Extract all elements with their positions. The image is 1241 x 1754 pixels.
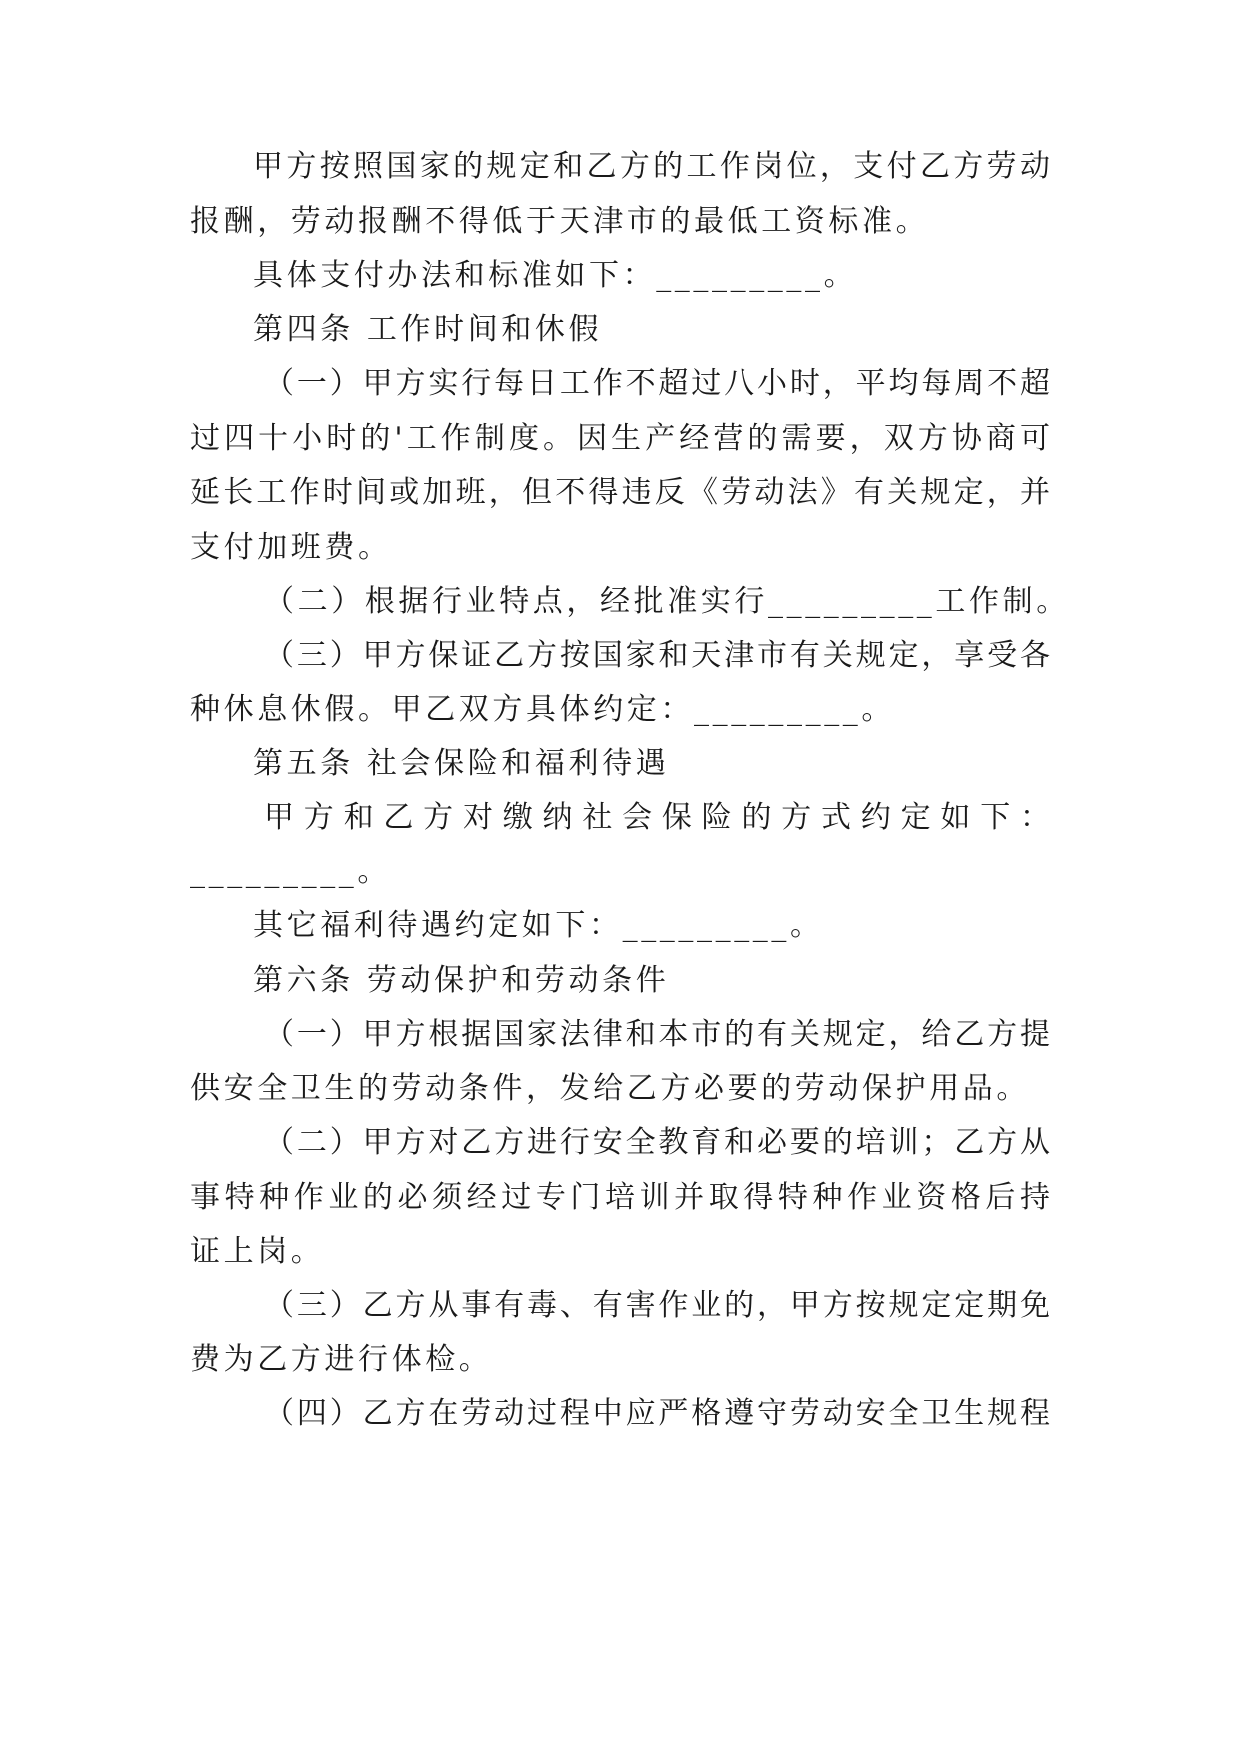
text-line: 具体支付办法和标准如下：_________。 <box>253 258 858 293</box>
text-line: （二）根据行业特点，经批准实行_________工作制。 <box>264 584 1070 619</box>
section-heading: 第四条 工作时间和休假 <box>253 312 603 347</box>
text-line: 报酬，劳动报酬不得低于天津市的最低工资标准。 <box>190 204 930 239</box>
section-heading: 第六条 劳动保护和劳动条件 <box>253 963 670 998</box>
text-line: 事特种作业的必须经过专门培训并取得特种作业资格后持 <box>190 1180 1050 1215</box>
text-line: 其它福利待遇约定如下：_________。 <box>253 908 824 943</box>
text-line: （二）甲方对乙方进行安全教育和必要的培训；乙方从 <box>264 1125 1050 1160</box>
text-line: 种休息休假。甲乙双方具体约定：_________。 <box>190 692 895 727</box>
text-line: 支付加班费。 <box>190 530 392 565</box>
text-line: 过四十小时的'工作制度。因生产经营的需要，双方协商可 <box>190 421 1050 456</box>
text-line: 延长工作时间或加班，但不得违反《劳动法》有关规定，并 <box>190 475 1050 510</box>
text-line: 供安全卫生的劳动条件，发给乙方必要的劳动保护用品。 <box>190 1071 1030 1106</box>
text-line: （三）乙方从事有毒、有害作业的，甲方按规定定期免 <box>264 1288 1050 1323</box>
text-line: （一）甲方实行每日工作不超过八小时，平均每周不超 <box>264 366 1050 401</box>
text-line: （三）甲方保证乙方按国家和天津市有关规定，享受各 <box>264 638 1050 673</box>
text-line: 甲方按照国家的规定和乙方的工作岗位，支付乙方劳动 <box>253 149 1050 184</box>
text-line: 甲方和乙方对缴纳社会保险的方式约定如下： <box>264 800 1050 835</box>
text-line: _________。 <box>190 854 391 889</box>
text-line: （四）乙方在劳动过程中应严格遵守劳动安全卫生规程 <box>264 1396 1050 1431</box>
text-line: 证上岗。 <box>190 1234 325 1269</box>
text-line: 费为乙方进行体检。 <box>190 1342 493 1377</box>
section-heading: 第五条 社会保险和福利待遇 <box>253 746 670 781</box>
text-line: （一）甲方根据国家法律和本市的有关规定，给乙方提 <box>264 1017 1050 1052</box>
